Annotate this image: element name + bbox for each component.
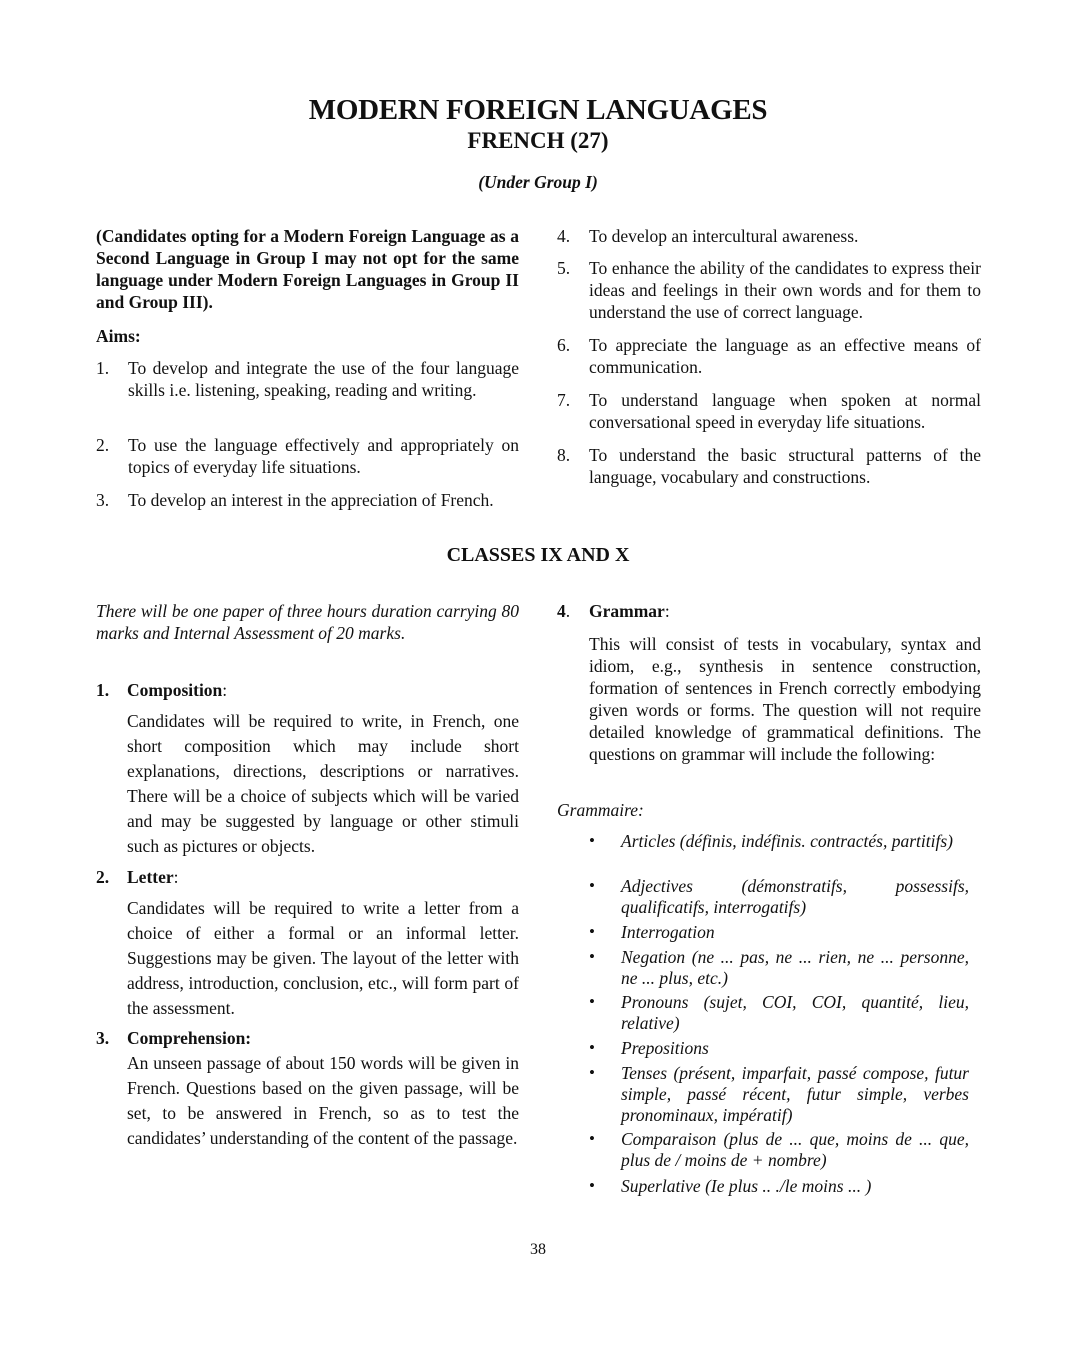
section-title-suffix: : bbox=[664, 601, 670, 621]
list-item-text: Comparaison (plus de ... que, moins de ... que, plus de / moins de + nombre) bbox=[621, 1129, 969, 1170]
aim-text: To appreciate the language as an effective means of communication. bbox=[589, 335, 981, 377]
aim-text: To develop an intercultural awareness. bbox=[589, 226, 859, 246]
list-item-text: Articles (définis, indéfinis. contractés, partitifs) bbox=[621, 831, 953, 851]
candidates-note: (Candidates opting for a Modern Foreign Language as a Second Language in Group I may not opt for the same language under Modern Foreign Languages in Group II and Group III). bbox=[96, 226, 519, 312]
bullet-icon: • bbox=[589, 947, 595, 966]
bullet-icon: • bbox=[589, 1129, 595, 1148]
aim-text: To develop an interest in the appreciation of French. bbox=[128, 490, 494, 510]
page-number: 38 bbox=[530, 1241, 546, 1258]
section-comprehension-heading bbox=[96, 1027, 252, 1049]
list-item-text: Superlative (Ie plus .. ./le moins ... ) bbox=[621, 1176, 872, 1196]
list-item-text: Interrogation bbox=[621, 922, 715, 942]
aim-text: To use the language effectively and appropriately on topics of everyday life situations. bbox=[128, 435, 519, 477]
grammaire-label: Grammaire: bbox=[557, 800, 644, 820]
aims-heading: Aims: bbox=[96, 326, 141, 346]
section-title-suffix: : bbox=[222, 680, 228, 700]
bullet-icon: • bbox=[589, 922, 595, 941]
section-grammar-body: This will consist of tests in vocabulary, syntax and idiom, e.g., synthesis in sentence construction, formation of sentences in French correctly embodying given words or forms. The question will not require detailed knowledge of grammatical definitions. The questions on grammar will include the following: bbox=[589, 634, 981, 764]
bullet-icon: • bbox=[589, 1176, 595, 1195]
section-number: 3. bbox=[96, 1028, 110, 1048]
section-number: 4 bbox=[557, 601, 566, 621]
section-grammar-heading bbox=[557, 600, 670, 622]
section-number: 2. bbox=[96, 867, 110, 887]
group-note: (Under Group I) bbox=[478, 172, 598, 192]
list-item-text: Prepositions bbox=[621, 1038, 709, 1058]
bullet-icon: • bbox=[589, 876, 595, 895]
aim-number: 1. bbox=[96, 358, 110, 378]
aim-number: 7. bbox=[557, 390, 571, 410]
list-item-text: Pronouns (sujet, COI, COI, quantité, lieu, relative) bbox=[621, 992, 969, 1033]
aim-text: To understand the basic structural patterns of the language, vocabulary and constructions. bbox=[589, 445, 981, 487]
bullet-icon: • bbox=[589, 831, 595, 850]
aim-number: 5. bbox=[557, 258, 571, 278]
bullet-icon: • bbox=[589, 1038, 595, 1057]
subject-title: FRENCH (27) bbox=[467, 128, 609, 153]
aim-number: 8. bbox=[557, 445, 571, 465]
aim-number: 6. bbox=[557, 335, 571, 355]
aim-number: 4. bbox=[557, 226, 571, 246]
bullet-icon: • bbox=[589, 992, 595, 1011]
list-item-text: Negation (ne ... pas, ne ... rien, ne ... personne, ne ... plus, etc.) bbox=[621, 947, 969, 988]
aim-number: 2. bbox=[96, 435, 110, 455]
list-item-text: Adjectives (démonstratifs, possessifs, qualificatifs, interrogatifs) bbox=[621, 876, 969, 917]
classes-heading: CLASSES IX AND X bbox=[446, 544, 630, 566]
section-comprehension-body: An unseen passage of about 150 words will be given in French. Questions based on the given passage, will be set, to be answered in French, so as to test the candidates’ understanding of the content of the passage. bbox=[127, 1053, 519, 1148]
aim-number: 3. bbox=[96, 490, 110, 510]
page-title: MODERN FOREIGN LANGUAGES bbox=[308, 94, 768, 126]
list-item-text: Tenses (présent, imparfait, passé compose, futur simple, passé récent, futur simple, verbes pronominaux, impératif) bbox=[621, 1063, 969, 1125]
aim-text: To understand language when spoken at normal conversational speed in everyday life situations. bbox=[589, 390, 981, 432]
section-letter-heading bbox=[96, 866, 179, 888]
section-title: Comprehension: bbox=[127, 1028, 252, 1048]
section-letter-body: Candidates will be required to write a letter from a choice of either a formal or an informal letter. Suggestions may be given. The layout of the letter with address, introduction, conclusion, etc., will form part of the assessment. bbox=[127, 898, 519, 1018]
section-title: Composition bbox=[127, 680, 223, 700]
section-composition-heading bbox=[96, 679, 228, 701]
section-number: 1. bbox=[96, 680, 110, 700]
bullet-icon: • bbox=[589, 1063, 595, 1082]
section-number-suffix: . bbox=[565, 601, 571, 621]
section-title-suffix: : bbox=[173, 867, 179, 887]
aim-text: To develop and integrate the use of the four language skills i.e. listening, speaking, reading and writing. bbox=[128, 358, 519, 400]
section-title: Letter bbox=[127, 867, 174, 887]
paper-note: There will be one paper of three hours duration carrying 80 marks and Internal Assessment of 20 marks. bbox=[96, 601, 519, 643]
section-title: Grammar bbox=[589, 601, 665, 621]
aim-text: To enhance the ability of the candidates to express their ideas and feelings in their own words and for them to understand the use of correct language. bbox=[589, 258, 981, 322]
section-composition-body: Candidates will be required to write, in French, one short composition which may include short explanations, directions, descriptions or narratives. There will be a choice of subjects which will be varied and may be suggested by language or other stimuli such as pictures or objects. bbox=[127, 711, 519, 856]
